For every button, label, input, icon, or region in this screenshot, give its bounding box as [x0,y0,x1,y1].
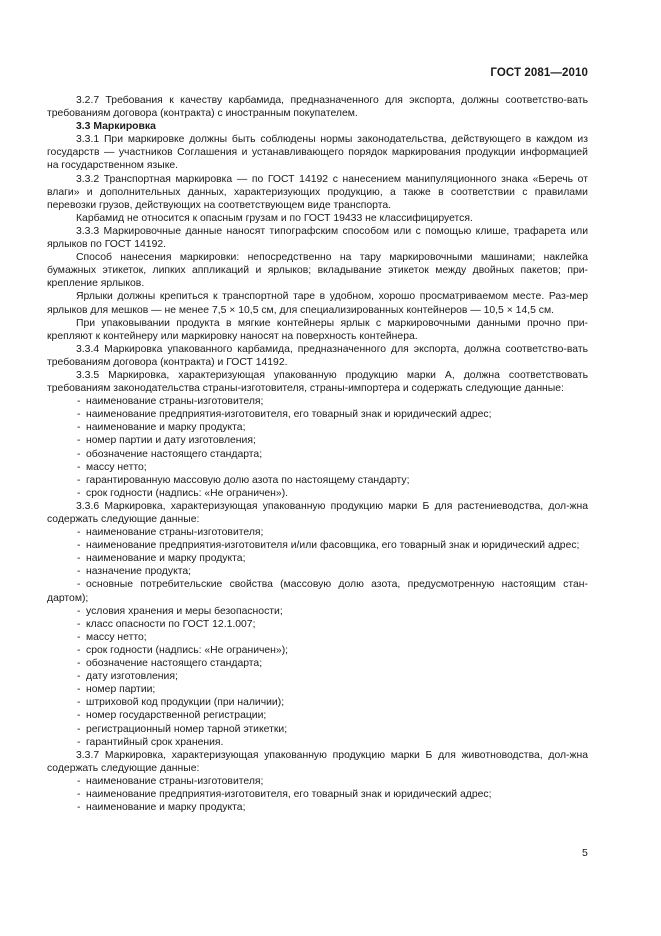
list-item: - срок годности (надпись: «Не ограничен»); [77,644,289,656]
list-item: - условия хранения и меры безопасности; [77,605,283,617]
list-item: - наименование страны-изготовителя; [77,527,264,539]
page-number: 5 [582,847,588,859]
list-item: - гарантийный срок хранения. [77,736,224,748]
list-grade-b-livestock-marking [47,775,588,814]
list-item: - массу нетто; [77,461,147,473]
paragraph-3-2-7: 3.2.7 Требования к качеству карбамида, предназначенного для экспорта, должны соответство-вать требованиям договора (контракта) с иностранным покупателем. [47,95,588,120]
list-item: - наименование и марку продукта; [77,553,246,565]
list-item: - основные потребительские свойства (массовую долю азота, предусмотренную настоящим стан-дартом); [47,579,588,604]
paragraph-labels-size: Ярлыки должны крепиться к транспортной таре в удобном, хорошо просматриваемом месте. Раз-мер ярлыков для мешков — не менее 7,5 × 10,5 см, для специализированных контейнеров — 10,5 × 14,5 см. [47,291,588,316]
paragraph-soft-containers: При упаковывании продукта в мягкие контейнеры ярлык с маркировочными данными прочно при-крепляют к контейнеру или маркировку наносят на поверхность контейнера. [47,317,588,342]
list-grade-b-crop-marking [47,526,588,749]
paragraph-marking-method: Способ нанесения маркировки: непосредственно на тару маркировочными машинами; наклейка бумажных этикеток, липких аппликаций и ярлыков; вкладывание этикеток между двойных пакетов; при-крепление ярлыков. [47,252,588,290]
list-item: - номер партии; [77,684,156,696]
section-heading-marking: 3.3 Маркировка [76,121,156,133]
list-item: - наименование предприятия-изготовителя и/или фасовщика, его товарный знак и юридический адрес; [77,540,580,552]
list-item: - наименование предприятия-изготовителя, его товарный знак и юридический адрес; [77,409,492,421]
list-item: - номер государственной регистрации; [77,710,267,722]
paragraph-3-3-3: 3.3.3 Маркировочные данные наносят типографским способом или с помощью клише, трафарета или ярлыков по ГОСТ 14192. [47,225,588,251]
paragraph-3-3-2: 3.3.2 Транспортная маркировка — по ГОСТ 14192 с нанесением манипуляционного знака «Беречь от влаги» и дополнительных данных, характеризующих продукцию, а также в соответствии с правилами перевозки грузов, действующих на соответствующем виде транспорта. [47,173,588,211]
document-header: ГОСТ 2081—2010 [490,67,588,79]
paragraph-3-3-6: 3.3.6 Маркировка, характеризующая упакованную продукцию марки Б для растениеводства, дол-жна содержать следующие данные: [47,500,588,525]
list-item: - наименование и марку продукта; [77,422,246,434]
list-item: - массу нетто; [77,631,147,643]
list-item: - класс опасности по ГОСТ 12.1.007; [77,618,256,630]
list-item: - наименование предприятия-изготовителя, его товарный знак и юридический адрес; [77,788,492,800]
list-item: - штриховой код продукции (при наличии); [77,697,285,709]
paragraph-hazard-note: Карбамид не относится к опасным грузам и по ГОСТ 19433 не классифицируется. [76,212,473,224]
paragraph-3-3-4: 3.3.4 Маркировка упакованного карбамида, предназначенного для экспорта, должна соответство-вать требованиям договора (контракта) и ГОСТ 14192. [47,343,588,368]
list-item: - номер партии и дату изготовления; [77,435,256,447]
list-item: - гарантированную массовую долю азота по настоящему стандарту; [77,474,410,486]
list-item: - срок годности (надпись: «Не ограничен»). [77,487,289,499]
list-item: - дату изготовления; [77,671,178,683]
list-grade-a-marking [47,395,588,500]
paragraph-3-3-7: 3.3.7 Маркировка, характеризующая упакованную продукцию марки Б для животноводства, дол-жна содержать следующие данные: [47,749,588,774]
list-item: - регистрационный номер тарной этикетки; [77,723,288,735]
paragraph-3-3-5: 3.3.5 Маркировка, характеризующая упакованную продукцию марки А, должна соответствовать требованиям законодательства страны-изготовителя, страны-импортера и содержать следующие данные: [47,369,588,395]
list-item: - обозначение настоящего стандарта; [77,658,263,670]
list-item: - наименование и марку продукта; [77,802,246,814]
list-item: - наименование страны-изготовителя; [77,775,264,787]
paragraph-3-3-1: 3.3.1 При маркировке должны быть соблюдены нормы законодательства, действующего в каждом из государств — участников Соглашения и устанавливающего порядок маркирования продукции информацией на государственном языке. [47,134,588,172]
list-item: - обозначение настоящего стандарта; [77,448,263,460]
list-item: - наименование страны-изготовителя; [77,396,264,408]
list-item: - назначение продукта; [77,566,192,578]
document-body [47,94,588,814]
